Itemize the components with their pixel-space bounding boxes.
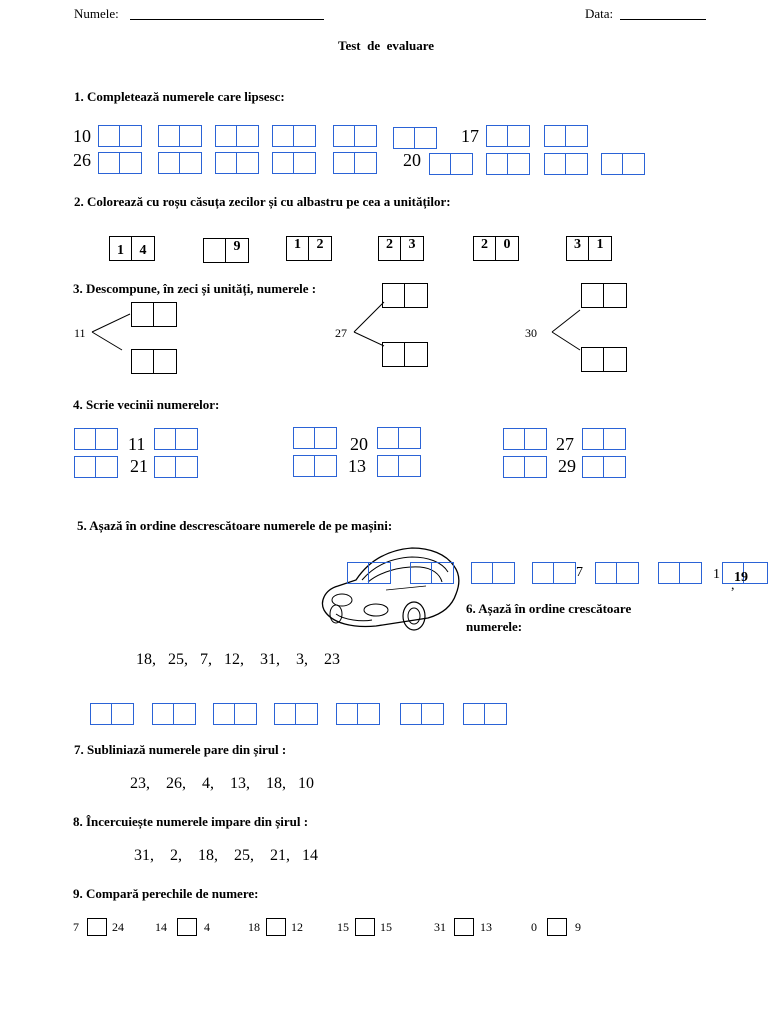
- q3-tens-units-box[interactable]: [131, 302, 177, 327]
- page-title: Test de evaluare: [338, 38, 435, 53]
- compare-right: 13: [480, 920, 492, 934]
- q6-title: 6. Așază în ordine crescătoare: [466, 601, 632, 616]
- compare-box[interactable]: [547, 918, 567, 936]
- q1-answer-box[interactable]: [544, 153, 588, 175]
- car-number: 19: [734, 570, 748, 585]
- q3-number: 30: [525, 326, 537, 340]
- q4-neighbor-box[interactable]: [293, 455, 337, 477]
- q3-title: 3. Descompune, în zeci și unități, numerele :: [73, 281, 317, 296]
- units-digit[interactable]: 4: [132, 236, 155, 261]
- compare-right: 24: [112, 920, 124, 934]
- q1-answer-box[interactable]: [98, 152, 142, 174]
- q2-number-box[interactable]: [203, 238, 249, 263]
- q6-title-cont: numerele:: [466, 619, 523, 634]
- compare-left: 18: [248, 920, 260, 934]
- tens-digit[interactable]: 3: [566, 236, 589, 261]
- units-digit[interactable]: 2: [309, 236, 332, 261]
- q4-neighbor-box[interactable]: [582, 456, 626, 478]
- q6-sequence: 18, 25, 7, 12, 31, 3, 23: [136, 651, 340, 668]
- q5-answer-box[interactable]: [532, 562, 576, 584]
- split-lines-icon: [90, 308, 134, 356]
- q1-answer-box[interactable]: [429, 153, 473, 175]
- q3-tens-units-box[interactable]: [581, 347, 627, 372]
- units-digit[interactable]: 3: [401, 236, 424, 261]
- split-lines-icon: [546, 298, 586, 354]
- q1-answer-box[interactable]: [544, 125, 588, 147]
- compare-right: 15: [380, 920, 392, 934]
- q2-number-box[interactable]: [109, 236, 155, 261]
- q1-answer-box[interactable]: [333, 152, 377, 174]
- car-number-partial: 7: [576, 565, 583, 580]
- q2-number-box[interactable]: [378, 236, 424, 261]
- q5-title: 5. Așază în ordine descrescătoare numerele de pe mașini:: [77, 518, 393, 533]
- q1-title: 1. Completează numerele care lipsesc:: [74, 89, 285, 104]
- q4-neighbor-box[interactable]: [503, 456, 547, 478]
- q1-answer-box[interactable]: [158, 152, 202, 174]
- compare-box[interactable]: [177, 918, 197, 936]
- q2-number-box[interactable]: [286, 236, 332, 261]
- q6-answer-box[interactable]: [213, 703, 257, 725]
- compare-left: 15: [337, 920, 349, 934]
- q3-tens-units-box[interactable]: [382, 342, 428, 367]
- q1-row1-mid: 17: [461, 126, 479, 146]
- q4-number: 27: [556, 434, 574, 454]
- q8-title: 8. Încercuiește numerele impare din șirul :: [73, 814, 309, 829]
- q1-answer-box[interactable]: [272, 152, 316, 174]
- tens-digit[interactable]: [203, 238, 226, 263]
- q5-answer-box[interactable]: [471, 562, 515, 584]
- q1-row1-start: 10: [73, 126, 91, 146]
- q1-answer-box[interactable]: [98, 125, 142, 147]
- q2-number-box[interactable]: [566, 236, 612, 261]
- q1-answer-box[interactable]: [486, 125, 530, 147]
- date-field[interactable]: [620, 18, 706, 20]
- tens-digit[interactable]: 1: [109, 236, 132, 261]
- q2-number-box[interactable]: [473, 236, 519, 261]
- q6-answer-box[interactable]: [463, 703, 507, 725]
- q4-neighbor-box[interactable]: [582, 428, 626, 450]
- units-digit[interactable]: 0: [496, 236, 519, 261]
- compare-left: 7: [73, 920, 79, 934]
- compare-box[interactable]: [87, 918, 107, 936]
- units-digit[interactable]: 9: [226, 238, 249, 263]
- split-lines-icon: [352, 290, 388, 356]
- q4-neighbor-box[interactable]: [377, 427, 421, 449]
- car-icon: [316, 540, 466, 640]
- q5-answer-box[interactable]: [347, 562, 391, 584]
- q4-neighbor-box[interactable]: [293, 427, 337, 449]
- tens-digit[interactable]: 2: [473, 236, 496, 261]
- q1-row2-start: 26: [73, 150, 91, 170]
- q5-answer-box[interactable]: [658, 562, 702, 584]
- q4-title: 4. Scrie vecinii numerelor:: [73, 397, 220, 412]
- compare-left: 14: [155, 920, 167, 934]
- q1-answer-box[interactable]: [272, 125, 316, 147]
- compare-right: 12: [291, 920, 303, 934]
- q6-answer-box[interactable]: [336, 703, 380, 725]
- compare-right: 4: [204, 920, 210, 934]
- q3-number: 11: [74, 326, 86, 340]
- q6-answer-box[interactable]: [274, 703, 318, 725]
- q4-number: 20: [350, 434, 368, 454]
- q5-answer-box[interactable]: [410, 562, 454, 584]
- q6-answer-box[interactable]: [90, 703, 134, 725]
- q6-answer-box[interactable]: [152, 703, 196, 725]
- q4-neighbor-box[interactable]: [154, 456, 198, 478]
- comma-mark: ,: [731, 578, 735, 593]
- car-number-partial: 1: [713, 567, 720, 582]
- q4-neighbor-box[interactable]: [74, 428, 118, 450]
- compare-box[interactable]: [355, 918, 375, 936]
- compare-box[interactable]: [454, 918, 474, 936]
- compare-box[interactable]: [266, 918, 286, 936]
- q4-neighbor-box[interactable]: [154, 428, 198, 450]
- q4-neighbor-box[interactable]: [503, 428, 547, 450]
- compare-left: 31: [434, 920, 446, 934]
- q6-answer-box[interactable]: [400, 703, 444, 725]
- q8-sequence: 31, 2, 18, 25, 21, 14: [134, 847, 318, 864]
- q9-title: 9. Compară perechile de numere:: [73, 886, 259, 901]
- q4-neighbor-box[interactable]: [74, 456, 118, 478]
- date-label: Data:: [585, 6, 614, 21]
- q2-title: 2. Colorează cu roșu căsuța zecilor și cu albastru pe cea a unităților:: [74, 194, 451, 209]
- q1-answer-box[interactable]: [393, 127, 437, 149]
- q3-tens-units-box[interactable]: [382, 283, 428, 308]
- tens-digit[interactable]: 2: [378, 236, 401, 261]
- q1-answer-box[interactable]: [215, 125, 259, 147]
- units-digit[interactable]: 1: [589, 236, 612, 261]
- compare-left: 0: [531, 920, 537, 934]
- q7-title: 7. Subliniază numerele pare din șirul :: [74, 742, 287, 757]
- q1-answer-box[interactable]: [158, 125, 202, 147]
- q4-number: 13: [348, 456, 366, 476]
- q1-row2-mid: 20: [403, 150, 421, 170]
- q3-number: 27: [335, 326, 347, 340]
- q4-number: 21: [130, 456, 148, 476]
- q3-tens-units-box[interactable]: [581, 283, 627, 308]
- q4-number: 29: [558, 456, 576, 476]
- q1-answer-box[interactable]: [601, 153, 645, 175]
- q4-neighbor-box[interactable]: [377, 455, 421, 477]
- compare-right: 9: [575, 920, 581, 934]
- q1-answer-box[interactable]: [215, 152, 259, 174]
- tens-digit[interactable]: 1: [286, 236, 309, 261]
- q1-answer-box[interactable]: [486, 153, 530, 175]
- name-label: Numele:: [74, 6, 119, 21]
- q7-sequence: 23, 26, 4, 13, 18, 10: [130, 775, 314, 792]
- q4-number: 11: [128, 434, 146, 454]
- q3-tens-units-box[interactable]: [131, 349, 177, 374]
- name-field[interactable]: [130, 18, 324, 20]
- q1-answer-box[interactable]: [333, 125, 377, 147]
- q5-answer-box[interactable]: [595, 562, 639, 584]
